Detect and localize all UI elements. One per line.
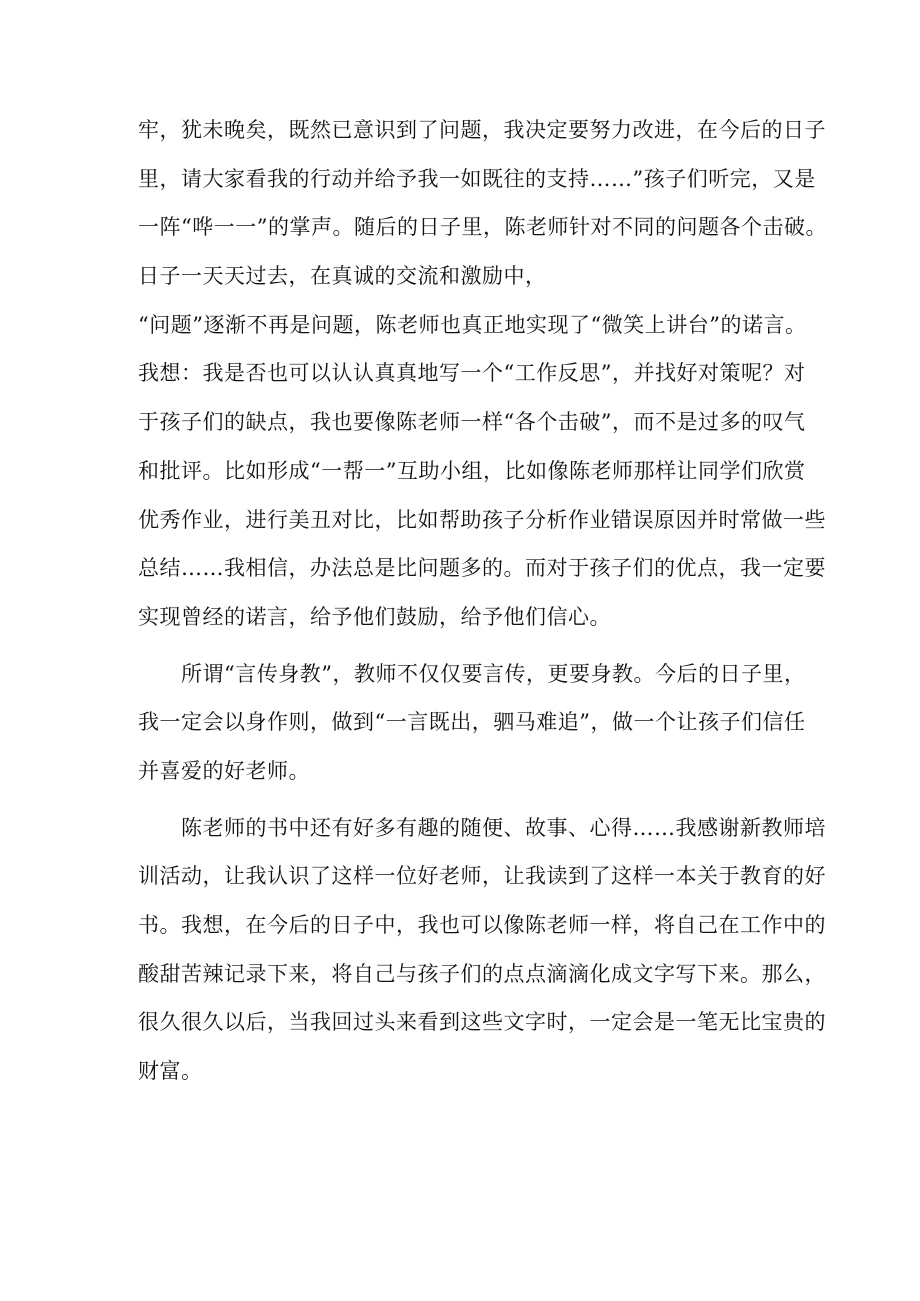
text-line: 里，请大家看我的行动并给予我一如既往的支持……”孩子们听完，又是 [138, 166, 816, 191]
text-line: 很久很久以后，当我回过头来看到这些文字时，一定会是一笔无比宝贵的 [138, 1010, 826, 1035]
paragraph-gap [138, 796, 798, 804]
text-line: 酸甜苦辣记录下来，将自己与孩子们的点点滴滴化成文字写下来。那么， [138, 961, 826, 986]
body-text [138, 106, 827, 1096]
text-line: 日子一天天过去，在真诚的交流和激励中， [138, 264, 547, 289]
text-line: 牢，犹未晚矣，既然已意识到了问题，我决定要努力改进，在今后的日子 [138, 118, 826, 142]
text-line: 训活动，让我认识了这样一位好老师，让我读到了这样一本关于教育的好 [138, 864, 826, 889]
text-line: 一阵“哗一一”的掌声。随后的日子里，陈老师针对不同的问题各个击破。 [138, 215, 827, 240]
text-line: 实现曾经的诺言，给予他们鼓励，给予他们信心。 [138, 604, 611, 629]
text-line: 书。我想，在今后的日子中，我也可以像陈老师一样，将自己在工作中的 [138, 913, 826, 937]
text-line: 于孩子们的缺点，我也要像陈老师一样“各个击破”，而不是过多的叹气 [138, 410, 806, 435]
text-line: 财富。 [138, 1059, 203, 1084]
text-line: 和批评。比如形成“一帮一”互助小组，比如像陈老师那样让同学们欣赏 [138, 458, 806, 483]
text-line: 总结……我相信，办法总是比问题多的。而对于孩子们的优点，我一定要 [138, 556, 826, 581]
text-line: 我一定会以身作则，做到“一言既出，驷马难追”，做一个让孩子们信任 [138, 710, 806, 735]
text-line: 并喜爱的好老师。 [138, 758, 310, 783]
paragraph-gap [138, 642, 798, 650]
text-line: 陈老师的书中还有好多有趣的随便、故事、心得……我感谢新教师培 [138, 815, 826, 840]
text-line: 所谓“言传身教”，教师不仅仅要言传，更要身教。今后的日子里， [138, 661, 806, 686]
text-line: 我想：我是否也可以认认真真地写一个“工作反思”，并找好对策呢？对 [138, 361, 806, 386]
text-line: 优秀作业，进行美丑对比，比如帮助孩子分析作业错误原因并时常做一些 [138, 507, 826, 532]
text-line: “问题”逐渐不再是问题，陈老师也真正地实现了“微笑上讲台”的诺言。 [138, 312, 807, 337]
